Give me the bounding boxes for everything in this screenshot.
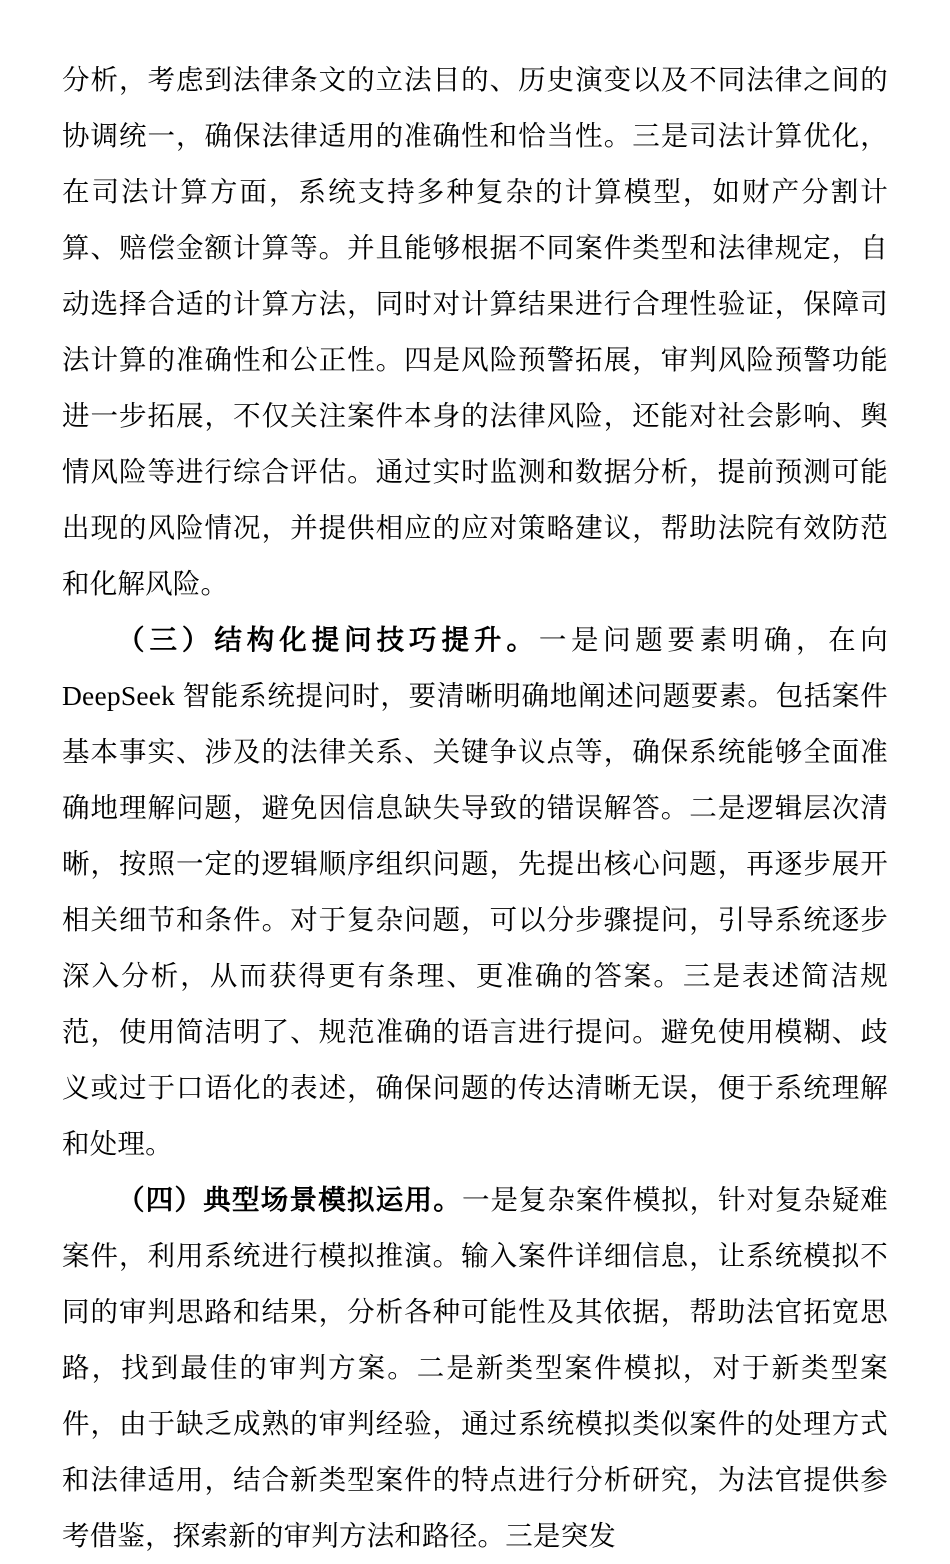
- section-heading-four: （四）典型场景模拟运用。: [117, 1184, 462, 1215]
- paragraph-section-three: [62, 612, 888, 1172]
- paragraph-section-four: [62, 1172, 888, 1564]
- section-body-four: 一是复杂案件模拟，针对复杂疑难案件，利用系统进行模拟推演。输入案件详细信息，让系统模拟不同的审判思路和结果，分析各种可能性及其依据，帮助法官拓宽思路，找到最佳的审判方案。二是新类型案件模拟，对于新类型案件，由于缺乏成熟的审判经验，通过系统模拟类似案件的处理方式和法律适用，结合新类型案件的特点进行分析研究，为法官提供参考借鉴，探索新的审判方法和路径。三是突发: [62, 1184, 888, 1551]
- paragraph-continuation: 分析，考虑到法律条文的立法目的、历史演变以及不同法律之间的协调统一，确保法律适用的准确性和恰当性。三是司法计算优化，在司法计算方面，系统支持多种复杂的计算模型，如财产分割计算、赔偿金额计算等。并且能够根据不同案件类型和法律规定，自动选择合适的计算方法，同时对计算结果进行合理性验证，保障司法计算的准确性和公正性。四是风险预警拓展，审判风险预警功能进一步拓展，不仅关注案件本身的法律风险，还能对社会影响、舆情风险等进行综合评估。通过实时监测和数据分析，提前预测可能出现的风险情况，并提供相应的应对策略建议，帮助法院有效防范和化解风险。: [62, 64, 888, 599]
- document-body: [62, 52, 888, 1564]
- section-body-three: 一是问题要素明确，在向 DeepSeek 智能系统提问时，要清晰明确地阐述问题要素。包括案件基本事实、涉及的法律关系、关键争议点等，确保系统能够全面准确地理解问题，避免因信息缺失导致的错误解答。二是逻辑层次清晰，按照一定的逻辑顺序组织问题，先提出核心问题，再逐步展开相关细节和条件。对于复杂问题，可以分步骤提问，引导系统逐步深入分析，从而获得更有条理、更准确的答案。三是表述简洁规范，使用简洁明了、规范准确的语言进行提问。避免使用模糊、歧义或过于口语化的表述，确保问题的传达清晰无误，便于系统理解和处理。: [62, 624, 889, 1159]
- section-heading-three: （三）结构化提问技巧提升。: [117, 624, 539, 655]
